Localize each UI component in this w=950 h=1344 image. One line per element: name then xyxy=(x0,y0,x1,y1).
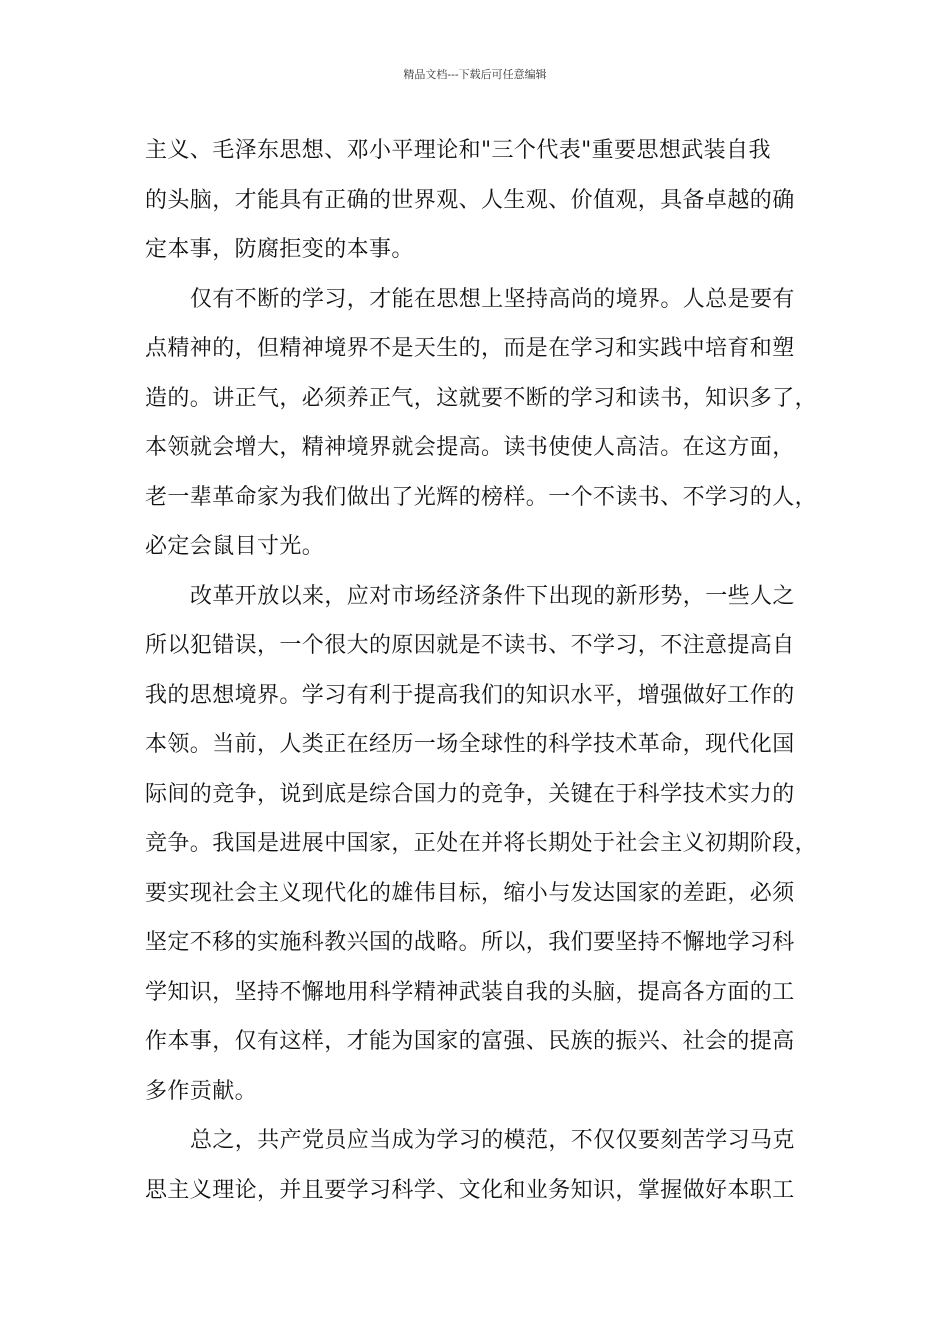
text-line: 老一辈革命家为我们做出了光辉的榜样。一个不读书、不学习的人， xyxy=(145,484,818,510)
text-line: 的头脑，才能具有正确的世界观、人生观、价值观，具备卓越的确 xyxy=(145,187,795,213)
paragraph-2 xyxy=(145,275,825,572)
text-line: 思主义理论，并且要学习科学、文化和业务知识，掌握做好本职工 xyxy=(145,1177,795,1203)
paragraph-4 xyxy=(145,1116,825,1215)
text-line: 际间的竞争，说到底是综合国力的竞争，关键在于科学技术实力的 xyxy=(145,781,795,807)
text-line: 点精神的，但精神境界不是天生的，而是在学习和实践中培育和塑 xyxy=(145,336,795,361)
text-line: 我的思想境界。学习有利于提高我们的知识水平，增强做好工作的 xyxy=(145,682,795,708)
text-line: 多作贡献。 xyxy=(145,1078,258,1104)
text-line: 总之，共产党员应当成为学习的模范，不仅仅要刻苦学习马克 xyxy=(190,1128,795,1153)
text-line: 学知识，坚持不懈地用科学精神武装自我的头脑，提高各方面的工 xyxy=(145,979,795,1005)
text-line: 必定会鼠目寸光。 xyxy=(145,534,325,559)
text-line: 竞争。我国是进展中国家，正处在并将长期处于社会主义初期阶段， xyxy=(145,831,818,856)
text-line: 要实现社会主义现代化的雄伟目标，缩小与发达国家的差距，必须 xyxy=(145,880,795,906)
text-line: 仅有不断的学习，才能在思想上坚持高尚的境界。人总是要有 xyxy=(190,286,795,312)
document-body xyxy=(145,126,825,1215)
text-line: 造的。讲正气，必须养正气，这就要不断的学习和读书，知识多了， xyxy=(145,385,818,411)
text-line: 主义、毛泽东思想、邓小平理论和"三个代表"重要思想武装自我 xyxy=(145,138,771,163)
page-header: 精品文档---下载后可任意编辑 xyxy=(403,68,547,81)
text-line: 本领就会增大，精神境界就会提高。读书使使人高洁。在这方面， xyxy=(145,435,795,460)
paragraph-3 xyxy=(145,572,825,1117)
text-line: 作本事，仅有这样，才能为国家的富强、民族的振兴、社会的提高 xyxy=(145,1029,795,1054)
text-line: 本领。当前，人类正在经历一场全球性的科学技术革命，现代化国 xyxy=(145,732,795,757)
text-line: 所以犯错误，一个很大的原因就是不读书、不学习，不注意提高自 xyxy=(145,633,795,658)
text-line: 坚定不移的实施科教兴国的战略。所以，我们要坚持不懈地学习科 xyxy=(145,930,795,955)
text-line: 改革开放以来，应对市场经济条件下出现的新形势，一些人之 xyxy=(190,583,795,609)
paragraph-1 xyxy=(145,126,825,275)
text-line: 定本事，防腐拒变的本事。 xyxy=(145,237,414,262)
